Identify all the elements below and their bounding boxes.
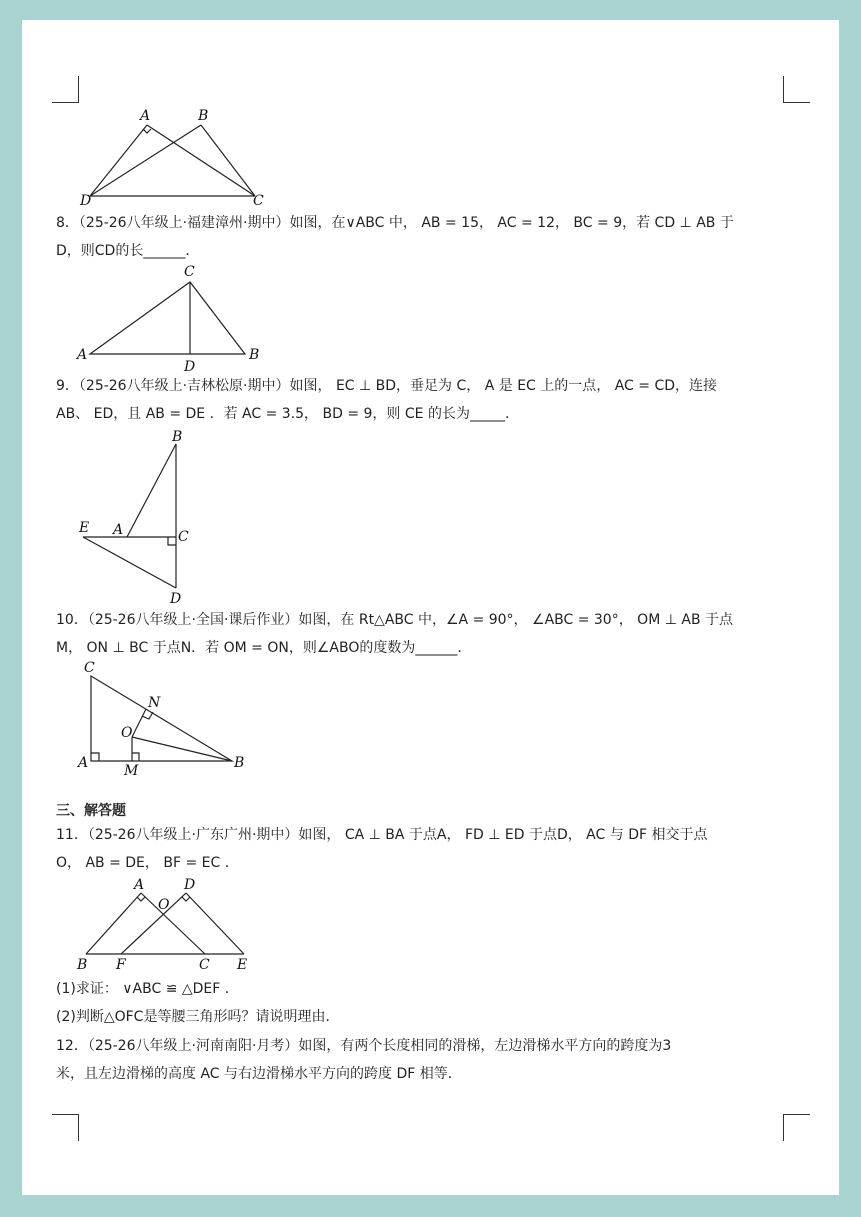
crop-mark-top-left xyxy=(52,76,79,103)
problem-11-question-2: (2)判断△OFC是等腰三角形吗？请说明理由． xyxy=(56,1009,340,1025)
label-D: D xyxy=(80,193,92,209)
label-E: E xyxy=(79,520,90,536)
label-C: C xyxy=(199,957,210,973)
problem-10-line-1: 10．（25-26八年级上·全国·课后作业）如图，在 Rt△ABC 中，∠A = 90°， ∠ABC = 30°， OM ⊥ AB 于点 xyxy=(56,612,733,628)
problem-9-line-2: AB、 ED，且 AB = DE ．若 AC = 3.5， BD = 9，则 CE 的长为_____． xyxy=(56,406,519,422)
label-B: B xyxy=(172,429,183,445)
label-C: C xyxy=(184,264,195,280)
crop-mark-bottom-left xyxy=(52,1114,79,1141)
label-D: D xyxy=(170,591,182,607)
label-D: D xyxy=(184,359,196,375)
section-heading: 三、解答题 xyxy=(56,803,126,819)
problem-11-question-1: (1)求证： ∨ABC ≌ △DEF ． xyxy=(56,981,239,997)
label-A: A xyxy=(77,347,88,363)
label-C: C xyxy=(253,193,264,209)
problem-11-line-2: O， AB = DE， BF = EC ． xyxy=(56,855,239,871)
label-A: A xyxy=(134,877,145,893)
label-A: A xyxy=(140,108,151,124)
label-M: M xyxy=(124,763,139,779)
label-A: A xyxy=(113,522,124,538)
problem-12-line-2: 米，且左边滑梯的高度 AC 与右边滑梯水平方向的跨度 DF 相等． xyxy=(56,1066,462,1082)
problem-12-line-1: 12．（25-26八年级上·河南南阳·月考）如图，有两个长度相同的滑梯，左边滑梯水平方向的跨度为3 xyxy=(56,1038,672,1054)
label-C: C xyxy=(178,529,189,545)
label-B: B xyxy=(234,755,245,771)
label-N: N xyxy=(148,695,161,711)
label-B: B xyxy=(198,108,209,124)
problem-10-line-2: M， ON ⊥ BC 于点N．若 OM = ON，则∠ABO的度数为______． xyxy=(56,640,472,656)
label-B: B xyxy=(249,347,260,363)
crop-mark-bottom-right xyxy=(783,1114,810,1141)
label-C: C xyxy=(84,660,95,676)
label-O: O xyxy=(158,897,170,913)
problem-9-line-1: 9．（25-26八年级上·吉林松原·期中）如图， EC ⊥ BD，垂足为 C， A 是 EC 上的一点， AC = CD，连接 xyxy=(56,378,718,394)
label-O: O xyxy=(121,725,133,741)
label-B: B xyxy=(77,957,88,973)
problem-8-line-1: 8．（25-26八年级上·福建漳州·期中）如图，在∨ABC 中， AB = 15， AC = 12， BC = 9，若 CD ⊥ AB 于 xyxy=(56,215,734,231)
problem-8-line-2: D，则CD的长______． xyxy=(56,243,200,259)
problem-11-line-1: 11．（25-26八年级上·广东广州·期中）如图， CA ⊥ BA 于点A， FD ⊥ ED 于点D， AC 与 DF 相交于点 xyxy=(56,827,708,843)
label-F: F xyxy=(116,957,126,973)
label-E: E xyxy=(237,957,248,973)
crop-mark-top-right xyxy=(783,76,810,103)
label-D: D xyxy=(184,877,196,893)
label-A: A xyxy=(78,755,89,771)
